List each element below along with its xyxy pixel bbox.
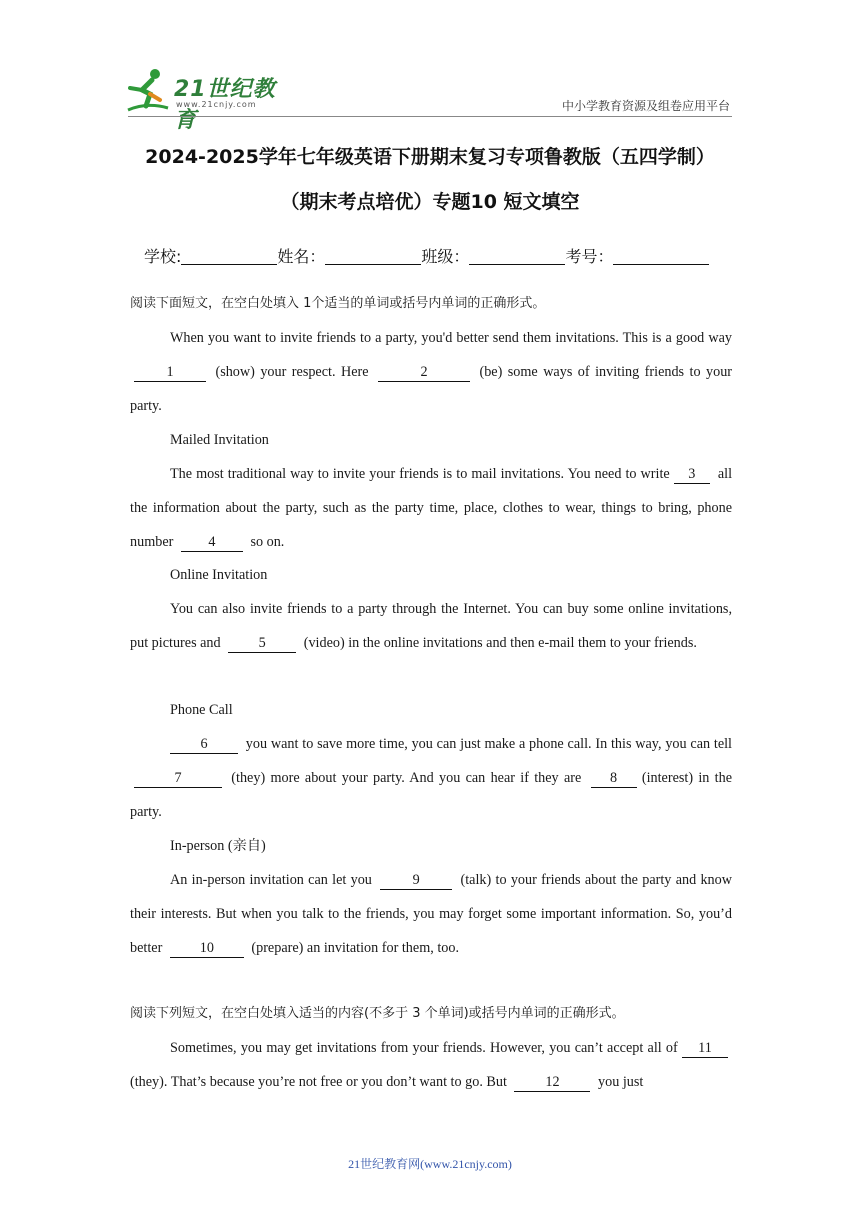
school-label: 学校: xyxy=(144,247,182,266)
title-line-2: （期末考点培优）专题10 短文填空 xyxy=(280,191,580,213)
title-line-1: 2024-2025学年七年级英语下册期末复习专项鲁教版（五四学制） xyxy=(145,146,715,168)
blank-1[interactable]: 1 xyxy=(134,363,206,382)
blank-2[interactable]: 2 xyxy=(378,363,470,382)
blank-8[interactable]: 8 xyxy=(591,769,637,788)
heading-phone-call: Phone Call xyxy=(170,702,233,718)
passage1-paragraph-4: 6 you want to save more time, you can just make a phone call. In this way, you can tell 7 (they) more about your party. And you can hear if they are 8 (interest) in the party. xyxy=(130,736,733,820)
blank-6[interactable]: 6 xyxy=(170,735,238,754)
logo xyxy=(122,66,292,133)
passage1-paragraph-1: When you want to invite friends to a party, you'd better send them invitations. This is a good way 1 (show) your respect. Here 2 (be) some ways of inviting friends to your party. xyxy=(130,330,733,414)
blank-12[interactable]: 12 xyxy=(514,1073,590,1092)
name-field[interactable] xyxy=(325,246,421,265)
blank-3[interactable]: 3 xyxy=(674,465,710,484)
runner-logo-icon xyxy=(122,66,172,114)
heading-online-invitation: Online Invitation xyxy=(170,567,268,583)
logo-url: www.21cnjy.com xyxy=(176,100,257,109)
exam-no-label: 考号： xyxy=(565,247,614,266)
page-footer[interactable]: 21世纪教育网(www.21cnjy.com) xyxy=(348,1157,512,1171)
class-label: 班级： xyxy=(421,247,470,266)
heading-mailed-invitation: Mailed Invitation xyxy=(170,432,269,448)
blank-11[interactable]: 11 xyxy=(682,1039,728,1058)
passage1-instruction: 阅读下面短文，在空白处填入 1个适当的单词或括号内单词的正确形式。 xyxy=(130,296,546,311)
passage1-paragraph-3: You can also invite friends to a party through the Internet. You can buy some online invitations, put pictures and 5 (video) in the online invitations and then e-mail them to your friends. xyxy=(130,601,732,651)
blank-5[interactable]: 5 xyxy=(228,634,296,653)
blank-4[interactable]: 4 xyxy=(181,533,243,552)
blank-10[interactable]: 10 xyxy=(170,939,244,958)
passage2-instruction: 阅读下列短文，在空白处填入适当的内容(不多于 3 个单词)或括号内单词的正确形式。 xyxy=(130,1006,625,1021)
class-field[interactable] xyxy=(469,246,565,265)
page-header xyxy=(0,0,860,133)
student-info-row xyxy=(144,244,709,267)
header-divider xyxy=(128,116,732,117)
blank-7[interactable]: 7 xyxy=(134,769,222,788)
platform-label: 中小学教育资源及组卷应用平台 xyxy=(561,99,730,113)
passage1-paragraph-2: The most traditional way to invite your friends is to mail invitations. You need to write 3 all the information about the party, such as the party time, place, clothes to wear, things to bring, phone number 4 so on. xyxy=(130,466,733,550)
blank-9[interactable]: 9 xyxy=(380,871,452,890)
name-label: 姓名： xyxy=(277,247,326,266)
heading-in-person: In-person (亲自) xyxy=(170,838,266,854)
school-field[interactable] xyxy=(181,246,277,265)
passage1-paragraph-5: An in-person invitation can let you 9 (talk) to your friends about the party and know their interests. But when you talk to the friends, you may forget some important information. So, you’d better 10 (prepare) an invitation for them, too. xyxy=(130,872,732,956)
exam-no-field[interactable] xyxy=(613,246,709,265)
passage2-paragraph-1: Sometimes, you may get invitations from your friends. However, you can’t accept all of 11 (they). That’s because you’re not free or you don’t want to go. But 12 you just xyxy=(130,1031,732,1099)
logo-text: 21世纪教育 xyxy=(174,77,276,133)
